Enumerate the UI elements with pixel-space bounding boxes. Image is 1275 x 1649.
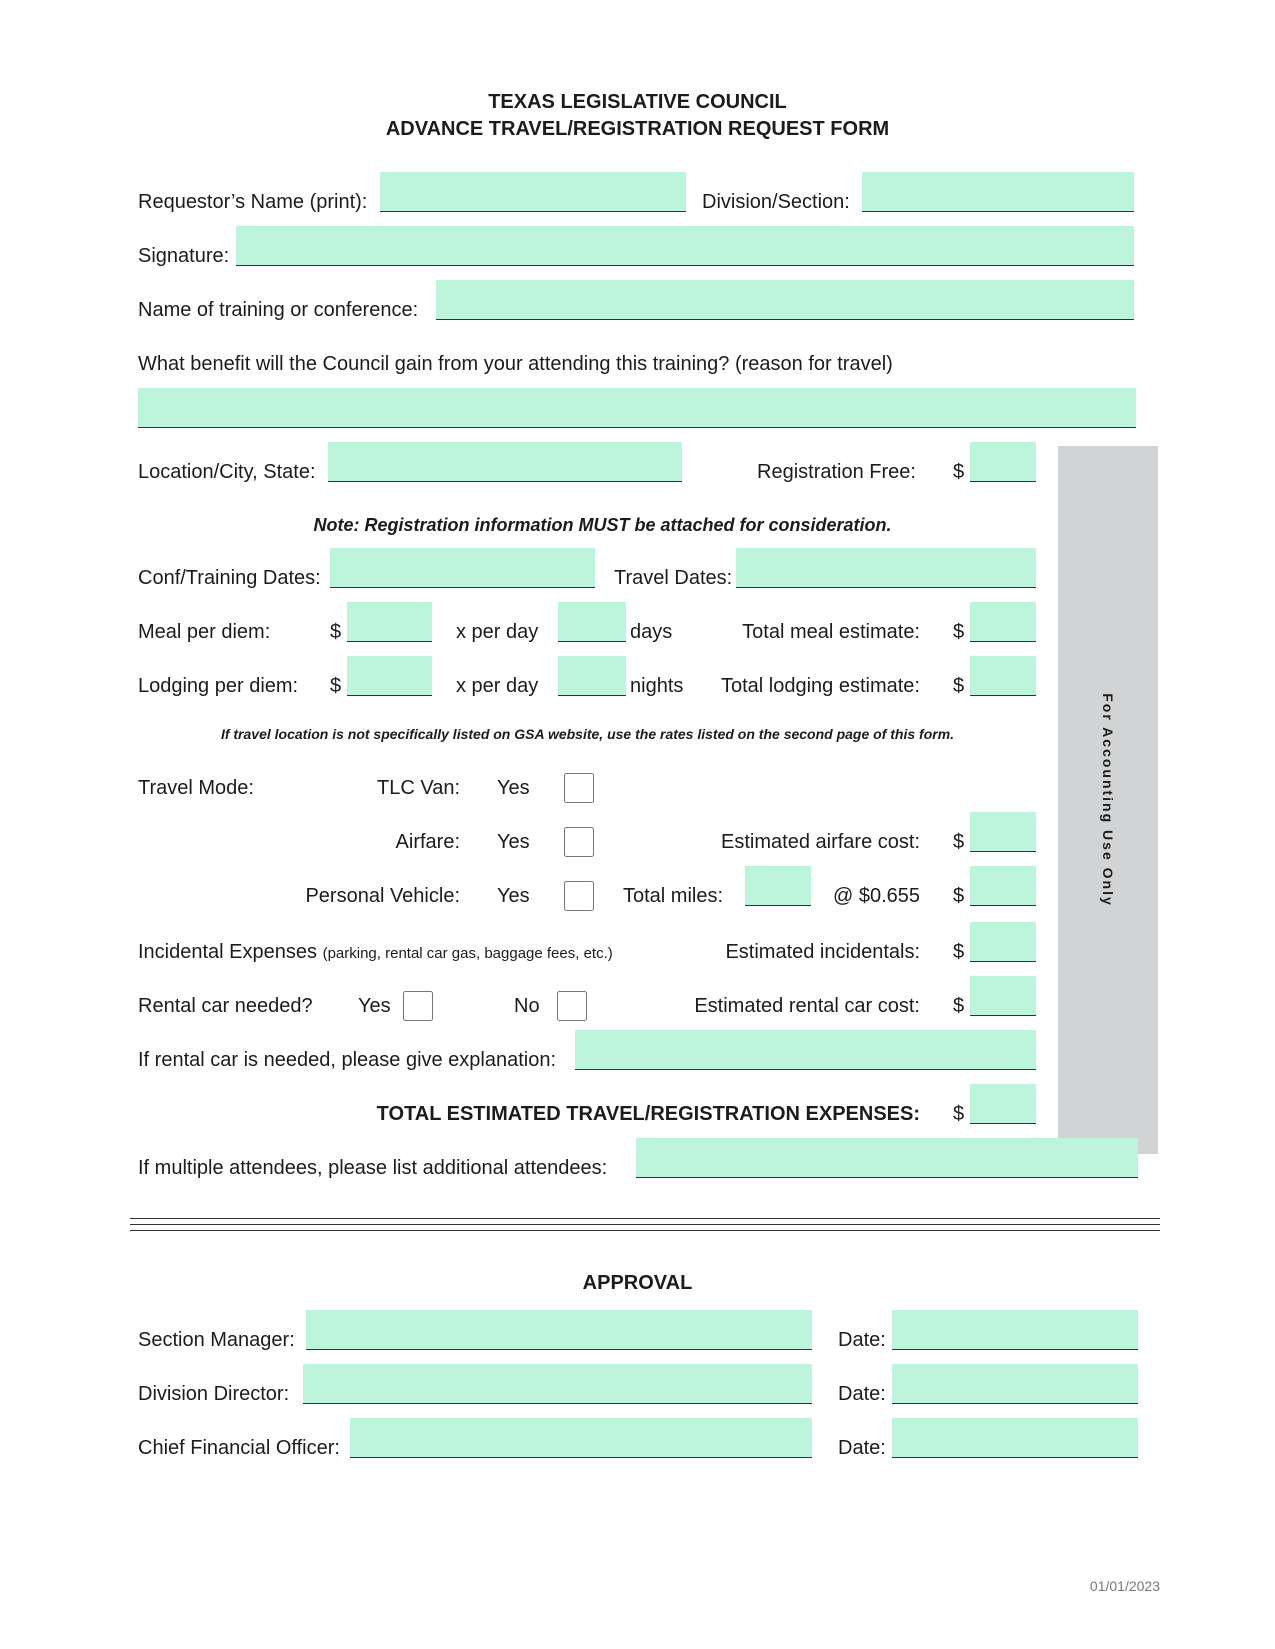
approval-heading: APPROVAL — [582, 1272, 693, 1294]
section-manager-field[interactable] — [306, 1310, 812, 1350]
total-meal-field[interactable] — [970, 602, 1036, 642]
registration-fee-field[interactable] — [970, 442, 1036, 482]
registration-label: Registration Free: — [757, 461, 916, 483]
mileage-dollar: $ — [953, 885, 965, 907]
est-rental-dollar: $ — [953, 995, 965, 1017]
section-manager-date-field[interactable] — [892, 1310, 1138, 1350]
personal-vehicle-yes-label: Yes — [497, 885, 530, 907]
division-label: Division/Section: — [702, 191, 850, 213]
lodging-nights-field[interactable] — [558, 656, 626, 696]
total-lodging-dollar: $ — [953, 675, 965, 697]
separator-line-3 — [130, 1230, 1160, 1231]
signature-field[interactable] — [236, 226, 1134, 266]
est-rental-field[interactable] — [970, 976, 1036, 1016]
benefit-label: What benefit will the Council gain from your attending this training? (reason for travel) — [138, 353, 893, 375]
est-incidentals-dollar: $ — [953, 941, 965, 963]
location-label: Location/City, State: — [138, 461, 316, 483]
nights-label: nights — [630, 675, 684, 697]
meal-rate-field[interactable] — [347, 602, 432, 642]
meal-x-per-day: x per day — [456, 621, 539, 643]
training-name-label: Name of training or conference: — [138, 299, 419, 321]
airfare-yes-label: Yes — [497, 831, 530, 853]
separator-line-2 — [130, 1224, 1160, 1225]
cfo-date-field[interactable] — [892, 1418, 1138, 1458]
mileage-rate-label: @ $0.655 — [832, 885, 920, 907]
total-expenses-field[interactable] — [970, 1084, 1036, 1124]
form-revision-date: 01/01/2023 — [1089, 1578, 1160, 1594]
rental-needed-label: Rental car needed? — [138, 995, 313, 1017]
separator-line-1 — [130, 1218, 1160, 1219]
division-field[interactable] — [862, 172, 1134, 212]
mileage-cost-field[interactable] — [970, 866, 1036, 906]
total-expenses-label: TOTAL ESTIMATED TRAVEL/REGISTRATION EXPENSES: — [376, 1103, 920, 1125]
incidental-label — [138, 940, 613, 966]
rental-no-label: No — [514, 995, 540, 1017]
travel-dates-field[interactable] — [736, 548, 1036, 588]
section-manager-label: Section Manager: — [138, 1329, 295, 1351]
days-label: days — [630, 621, 673, 643]
conf-dates-label: Conf/Training Dates: — [138, 567, 321, 589]
total-miles-label: Total miles: — [623, 885, 724, 907]
gsa-rates-note: If travel location is not specifically listed on GSA website, use the rates listed on the second page of this form. — [220, 726, 955, 742]
requestor-name-field[interactable] — [380, 172, 686, 212]
personal-vehicle-label: Personal Vehicle: — [305, 885, 460, 907]
meal-days-field[interactable] — [558, 602, 626, 642]
form-title: ADVANCE TRAVEL/REGISTRATION REQUEST FORM — [385, 118, 890, 140]
requestor-name-label: Requestor’s Name (print): — [138, 191, 368, 213]
total-lodging-field[interactable] — [970, 656, 1036, 696]
est-incidentals-field[interactable] — [970, 922, 1036, 962]
est-airfare-dollar: $ — [953, 831, 965, 853]
cfo-field[interactable] — [350, 1418, 812, 1458]
tlc-van-yes-label: Yes — [497, 777, 530, 799]
division-director-label: Division Director: — [138, 1383, 290, 1405]
incidental-label-text: Incidental Expenses — [138, 941, 318, 963]
registration-dollar: $ — [953, 461, 965, 483]
personal-vehicle-yes-checkbox[interactable] — [564, 881, 594, 911]
rental-explain-field[interactable] — [575, 1030, 1036, 1070]
cfo-label: Chief Financial Officer: — [138, 1437, 340, 1459]
registration-note: Note: Registration information MUST be attached for consideration. — [313, 515, 892, 535]
training-name-field[interactable] — [436, 280, 1134, 320]
meal-dollar: $ — [330, 621, 342, 643]
location-field[interactable] — [328, 442, 682, 482]
meal-label: Meal per diem: — [138, 621, 271, 643]
total-miles-field[interactable] — [745, 866, 811, 906]
tlc-van-yes-checkbox[interactable] — [564, 773, 594, 803]
tlc-van-label: TLC Van: — [377, 777, 460, 799]
attendees-label: If multiple attendees, please list additional attendees: — [138, 1157, 608, 1179]
lodging-dollar: $ — [330, 675, 342, 697]
incidental-sub-label: (parking, rental car gas, baggage fees, etc.) — [322, 945, 613, 962]
total-meal-label: Total meal estimate: — [742, 621, 920, 643]
attendees-field[interactable] — [636, 1138, 1138, 1178]
rental-explain-label: If rental car is needed, please give explanation: — [138, 1049, 557, 1071]
airfare-yes-checkbox[interactable] — [564, 827, 594, 857]
total-expenses-dollar: $ — [953, 1103, 965, 1125]
travel-dates-label: Travel Dates: — [614, 567, 733, 589]
conf-dates-field[interactable] — [330, 548, 595, 588]
lodging-label: Lodging per diem: — [138, 675, 299, 697]
lodging-x-per-day: x per day — [456, 675, 539, 697]
section-manager-date-label: Date: — [838, 1329, 886, 1351]
total-lodging-label: Total lodging estimate: — [720, 675, 920, 697]
airfare-label: Airfare: — [395, 831, 460, 853]
est-incidentals-label: Estimated incidentals: — [725, 941, 920, 963]
form-org-title: TEXAS LEGISLATIVE COUNCIL — [488, 91, 787, 113]
benefit-field[interactable] — [138, 388, 1136, 428]
travel-mode-label: Travel Mode: — [138, 777, 254, 799]
rental-yes-label: Yes — [358, 995, 391, 1017]
est-airfare-field[interactable] — [970, 812, 1036, 852]
rental-no-checkbox[interactable] — [557, 991, 587, 1021]
est-rental-label: Estimated rental car cost: — [694, 995, 920, 1017]
lodging-rate-field[interactable] — [347, 656, 432, 696]
division-director-date-label: Date: — [838, 1383, 886, 1405]
accounting-use-label: For Accounting Use Only — [1100, 693, 1116, 907]
cfo-date-label: Date: — [838, 1437, 886, 1459]
rental-yes-checkbox[interactable] — [403, 991, 433, 1021]
est-airfare-label: Estimated airfare cost: — [721, 831, 920, 853]
division-director-date-field[interactable] — [892, 1364, 1138, 1404]
total-meal-dollar: $ — [953, 621, 965, 643]
division-director-field[interactable] — [303, 1364, 812, 1404]
signature-label: Signature: — [138, 245, 230, 267]
